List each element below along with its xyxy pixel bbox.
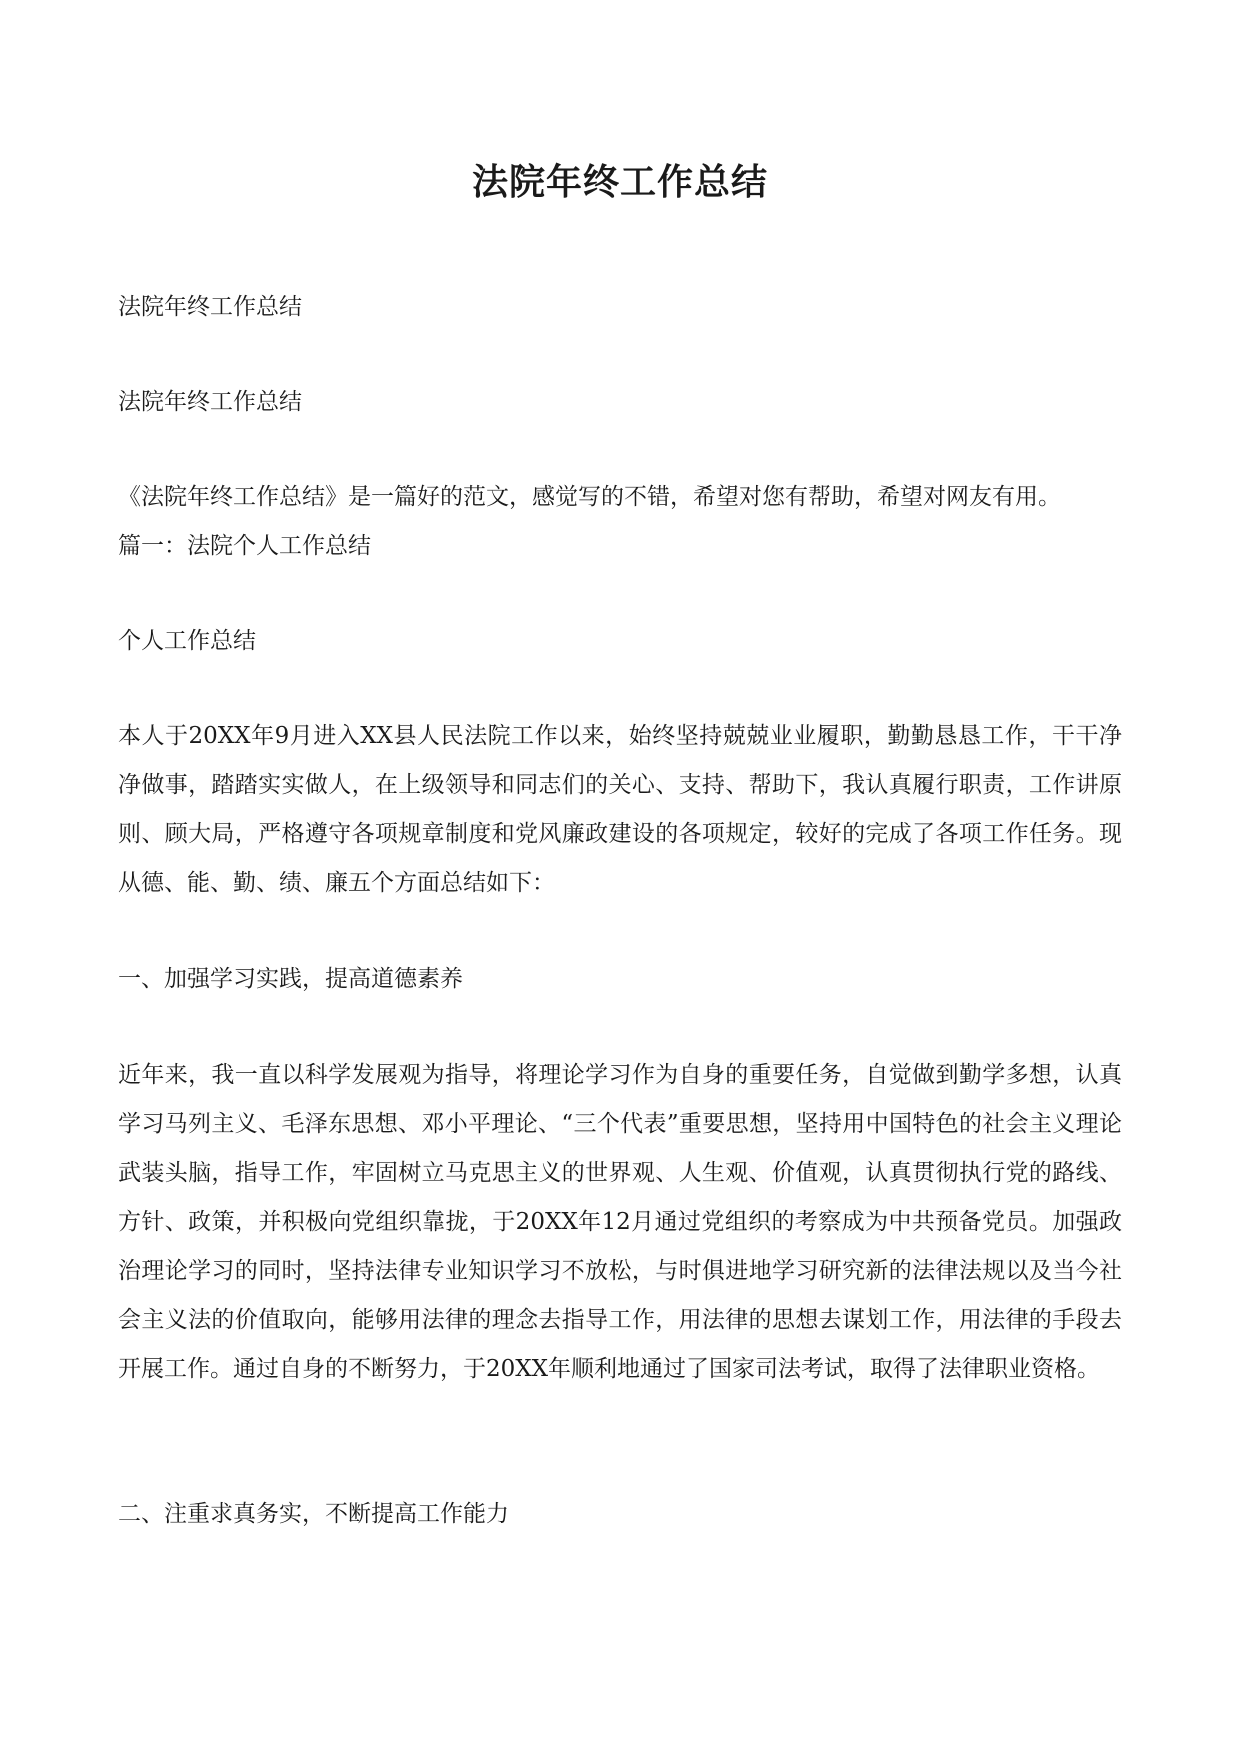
body-paragraph-2: 近年来，我一直以科学发展观为指导，将理论学习作为自身的重要任务，自觉做到勤学多想，认真学习马列主义、毛泽东思想、邓小平理论、“三个代表”重要思想，坚持用中国特色的社会主义理论武装头脑，指导工作，牢固树立马克思主义的世界观、人生观、价值观，认真贯彻执行党的路线、方针、政策，并积极向党组织靠拢，于20XX年12月通过党组织的考察成为中共预备党员。加强政治理论学习的同时，坚持法律专业知识学习不放松，与时俱进地学习研究新的法律法规以及当今社会主义法的价值取向，能够用法律的理念去指导工作，用法律的思想去谋划工作，用法律的手段去开展工作。通过自身的不断努力，于20XX年顺利地通过了国家司法考试，取得了法律职业资格。	[118, 1062, 1122, 1382]
section-heading-1: 一、加强学习实践，提高道德素养	[118, 966, 463, 992]
section-label: 个人工作总结	[118, 628, 256, 654]
section-heading-2: 二、注重求真务实，不断提高工作能力	[118, 1501, 509, 1527]
intro-paragraph: 《法院年终工作总结》是一篇好的范文，感觉写的不错，希望对您有帮助，希望对网友有用。	[118, 484, 1061, 510]
document-title: 法院年终工作总结	[471, 161, 768, 203]
subtitle-line-1: 法院年终工作总结	[118, 294, 302, 320]
subtitle-line-2: 法院年终工作总结	[118, 389, 302, 415]
chapter-heading: 篇一：法院个人工作总结	[118, 533, 371, 559]
body-paragraph-1: 本人于20XX年9月进入XX县人民法院工作以来，始终坚持兢兢业业履职，勤勤恳恳工作，干干净净做事，踏踏实实做人，在上级领导和同志们的关心、支持、帮助下，我认真履行职责，工作讲原则、顾大局，严格遵守各项规章制度和党风廉政建设的各项规定，较好的完成了各项工作任务。现从德、能、勤、绩、廉五个方面总结如下：	[118, 723, 1122, 896]
